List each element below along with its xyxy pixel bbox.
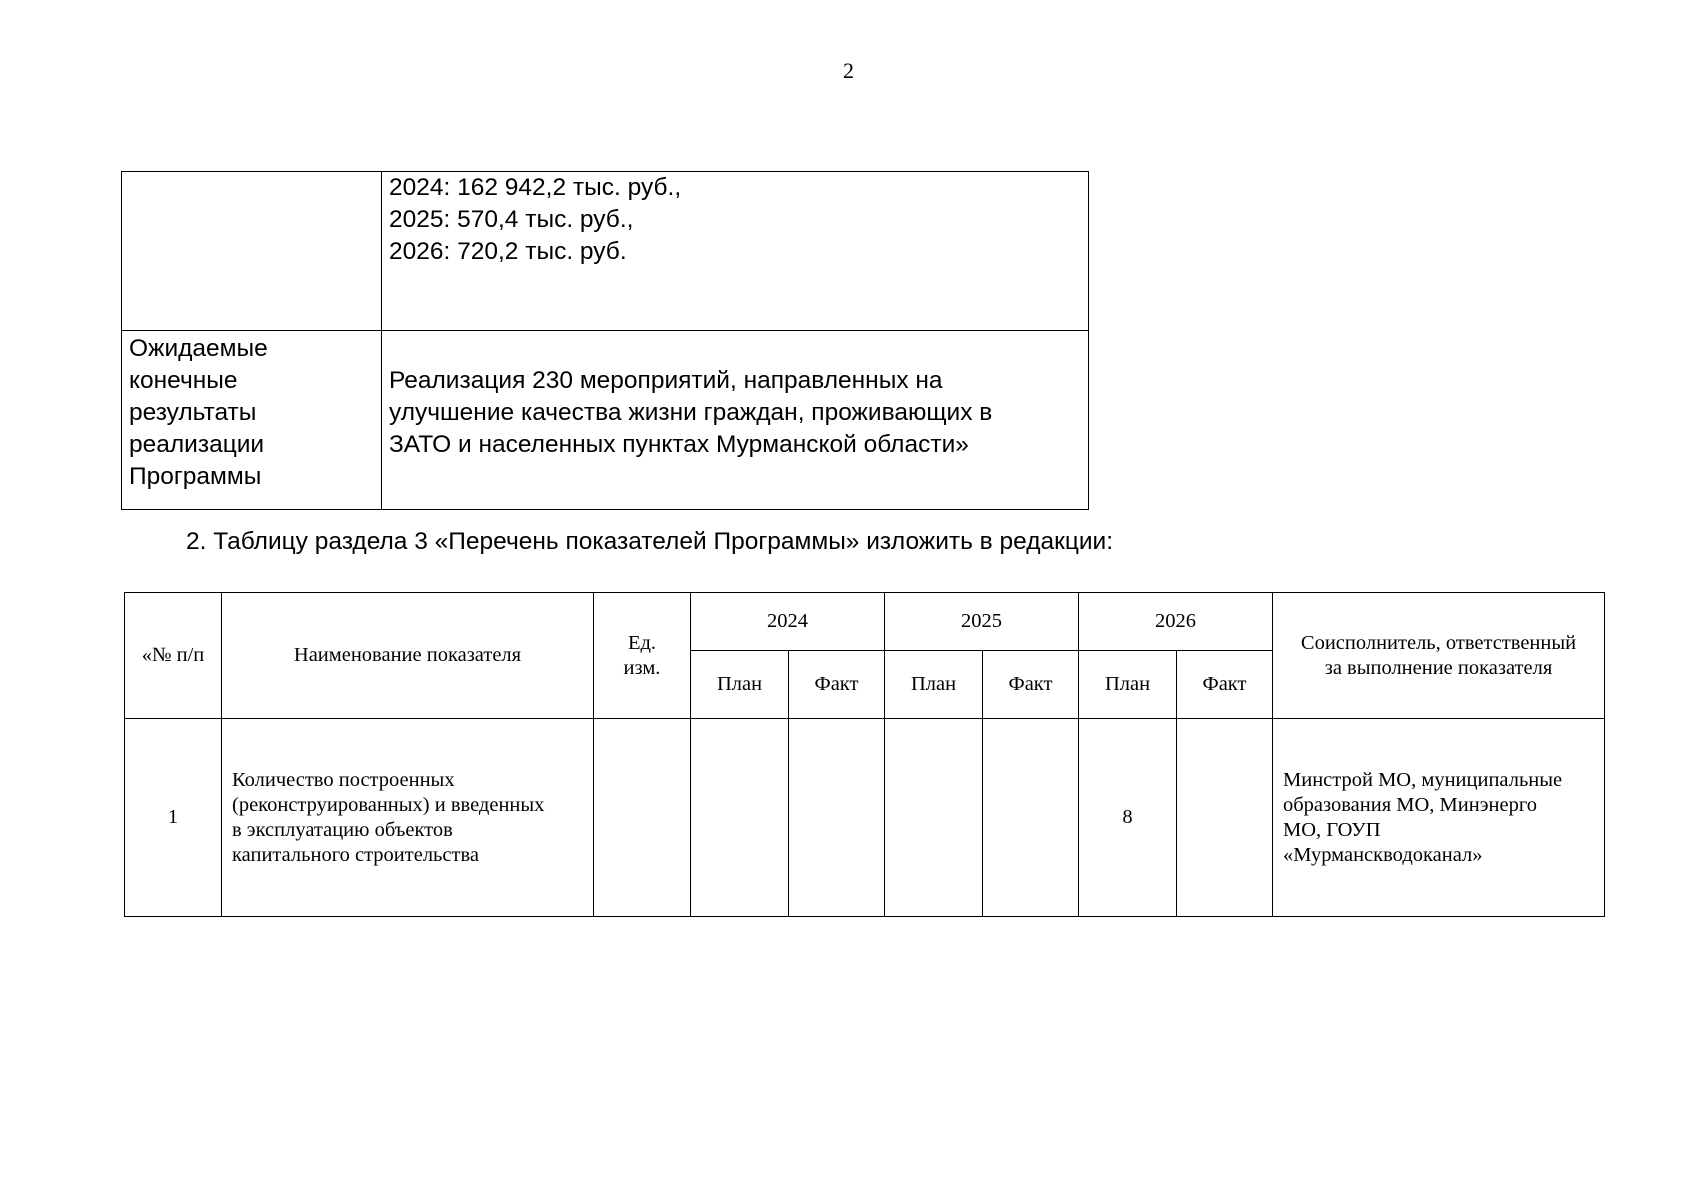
header-fact-2025: Факт (983, 651, 1079, 719)
row-name-line: Количество построенных (232, 768, 455, 791)
program-passport-table (121, 171, 1089, 510)
row-responsible-line: Минстрой МО, муниципальные (1283, 768, 1563, 791)
row-responsible-line: «Мурманскводоканал» (1283, 843, 1483, 866)
passport-funding-row (122, 172, 1089, 331)
funding-value-cell (382, 172, 1089, 331)
header-unit (594, 593, 691, 719)
row-number: 1 (125, 719, 222, 917)
row-name-line: капитального строительства (232, 843, 479, 866)
indicators-table (124, 592, 1605, 917)
header-year-2024: 2024 (691, 593, 885, 651)
row-fact-2026 (1177, 719, 1273, 917)
header-responsible-line: за выполнение показателя (1324, 656, 1553, 679)
header-name: Наименование показателя (222, 593, 594, 719)
page-number: 2 (843, 58, 854, 83)
header-plan-2024: План (691, 651, 789, 719)
results-label-line: результаты (129, 399, 257, 426)
results-value-line: Реализация 230 мероприятий, направленных на (389, 367, 943, 394)
header-plan-2026: План (1079, 651, 1177, 719)
header-year-2026: 2026 (1079, 593, 1273, 651)
results-label-line: реализации (129, 431, 265, 458)
results-label-line: Программы (129, 463, 262, 490)
header-responsible-line: Соисполнитель, ответственный (1300, 631, 1577, 654)
funding-line: 2026: 720,2 тыс. руб. (389, 238, 627, 265)
header-number: «№ п/п (125, 593, 222, 719)
funding-line: 2025: 570,4 тыс. руб., (389, 206, 634, 233)
header-responsible (1273, 593, 1605, 719)
results-value-line: ЗАТО и населенных пунктах Мурманской области» (389, 431, 969, 458)
funding-line: 2024: 162 942,2 тыс. руб., (389, 174, 682, 201)
row-plan-2025 (885, 719, 983, 917)
header-row (125, 593, 1605, 651)
header-year-2025: 2025 (885, 593, 1079, 651)
header-fact-2024: Факт (789, 651, 885, 719)
results-label-line: Ожидаемые (129, 335, 268, 362)
row-fact-2025 (983, 719, 1079, 917)
row-unit (594, 719, 691, 917)
row-responsible-line: МО, ГОУП (1283, 818, 1381, 841)
amendment-paragraph: 2. Таблицу раздела 3 «Перечень показателей Программы» изложить в редакции: (186, 528, 1114, 555)
row-responsible (1273, 719, 1605, 917)
results-value-line: улучшение качества жизни граждан, проживающих в (389, 399, 993, 426)
table-row (125, 719, 1605, 917)
header-plan-2025: План (885, 651, 983, 719)
results-value-cell (382, 331, 1089, 510)
funding-label-cell (122, 172, 382, 331)
row-name-line: в эксплуатацию объектов (232, 818, 453, 841)
row-plan-2026: 8 (1079, 719, 1177, 917)
row-fact-2024 (789, 719, 885, 917)
header-unit-line: Ед. (627, 631, 657, 654)
header-unit-line: изм. (623, 656, 661, 679)
row-plan-2024 (691, 719, 789, 917)
row-name-line: (реконструированных) и введенных (232, 793, 545, 816)
results-label-cell (122, 331, 382, 510)
results-label-line: конечные (129, 367, 238, 394)
passport-results-row (122, 331, 1089, 510)
row-indicator-name (222, 719, 594, 917)
row-responsible-line: образования МО, Минэнерго (1283, 793, 1537, 816)
header-fact-2026: Факт (1177, 651, 1273, 719)
